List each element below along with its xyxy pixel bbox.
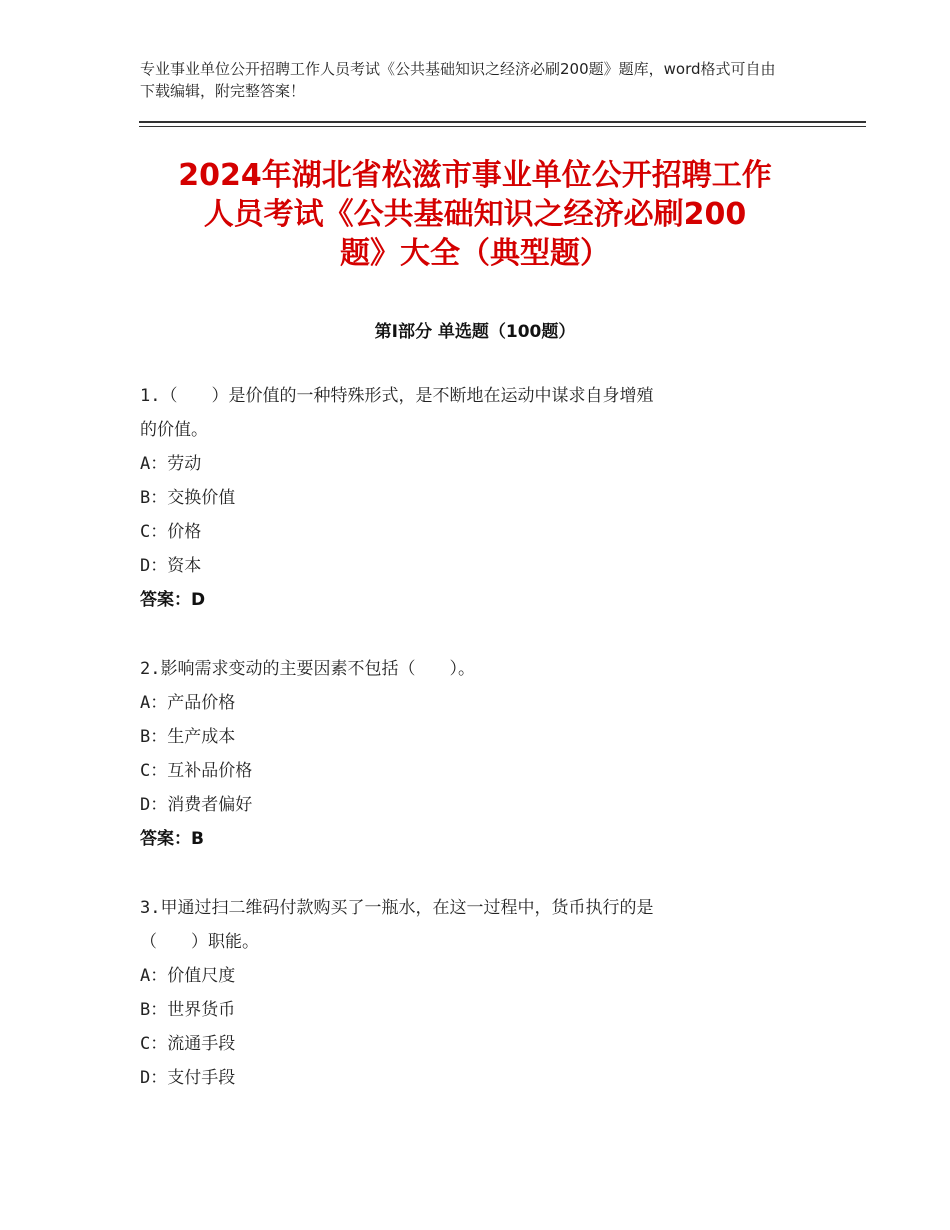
title-line: 人员考试《公共基础知识之经济必刷200: [203, 197, 747, 232]
option-d: D：消费者偏好: [140, 795, 253, 815]
question-stem-line: 2.影响需求变动的主要因素不包括（ ）。: [140, 659, 475, 679]
option-d: D：资本: [140, 556, 202, 576]
option-b: B：生产成本: [140, 727, 236, 747]
answer: 答案：D: [140, 590, 206, 610]
option-b: B：世界货币: [140, 1000, 236, 1020]
answer: 答案：B: [140, 829, 204, 849]
title-line: 题》大全（典型题）: [340, 236, 610, 271]
option-a: A：劳动: [140, 454, 202, 474]
option-b: B：交换价值: [140, 488, 236, 508]
option-c: C：互补品价格: [140, 761, 253, 781]
option-c: C：价格: [140, 522, 202, 542]
option-d: D：支付手段: [140, 1068, 236, 1088]
option-a: A：产品价格: [140, 693, 236, 713]
option-c: C：流通手段: [140, 1034, 236, 1054]
header-divider-thin: [139, 126, 866, 127]
header-divider-thick: [139, 121, 866, 123]
question-3: [140, 891, 820, 1095]
title-line: 2024年湖北省松滋市事业单位公开招聘工作: [178, 158, 772, 193]
question-stem-line: （ ）职能。: [140, 932, 259, 952]
header-note: 专业事业单位公开招聘工作人员考试《公共基础知识之经济必刷200题》题库，word格式可自由下载编辑，附完整答案！: [140, 60, 776, 100]
question-stem-line: 1.（ ）是价值的一种特殊形式，是不断地在运动中谋求自身增殖: [140, 386, 654, 406]
question-1: [140, 379, 820, 617]
option-a: A：价值尺度: [140, 966, 236, 986]
question-stem-line: 3.甲通过扫二维码付款购买了一瓶水，在这一过程中，货币执行的是: [140, 898, 654, 918]
question-stem-line: 的价值。: [140, 420, 208, 440]
section-heading: 第Ⅰ部分 单选题（100题）: [374, 322, 576, 342]
question-2: [140, 652, 820, 856]
document-title: [100, 156, 850, 273]
